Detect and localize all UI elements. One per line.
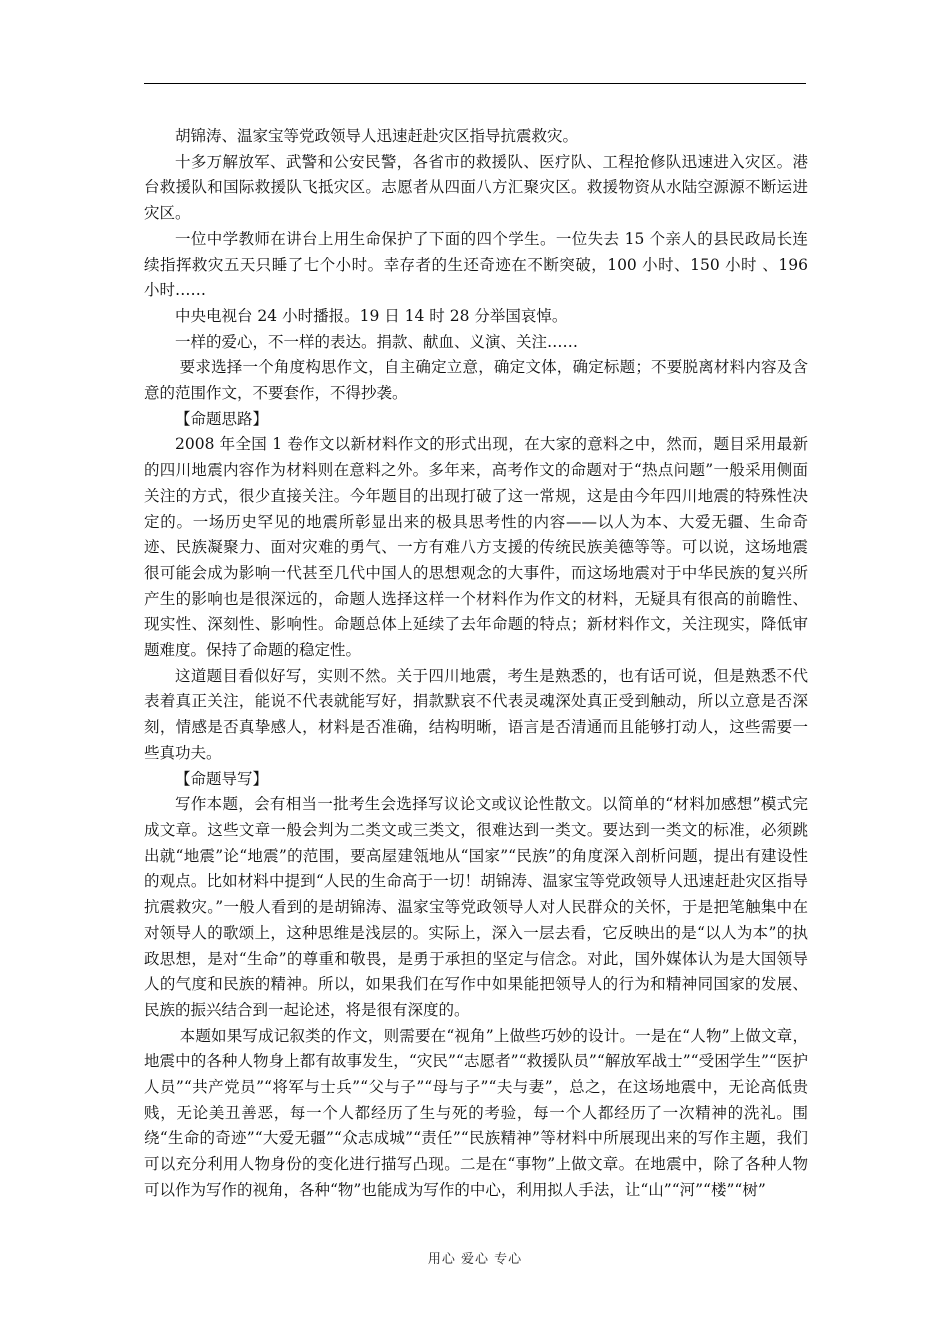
paragraph-idea-2: 这道题目看似好写，实则不然。关于四川地震，考生是熟悉的，也有话可说，但是熟悉不代表着真正关注，能说不代表就能写好，捐款默哀不代表灵魂深处真正受到触动，所以立意是否深刻，情感是否真挚感人，材料是否准确，结构明晰，语言是否清通而且能够打动人，这些需要一些真功夫。: [144, 666, 808, 762]
section-heading-guide: 【命题导写】: [175, 769, 269, 788]
paragraph-guide-1: 写作本题，会有相当一批考生会选择写议论文或议论性散文。以简单的“材料加感想”模式完成文章。这些文章一般会判为二类文或三类文，很难达到一类文。要达到一类文的标准，必须跳出就“地震”论“地震”的范围，要高屋建瓴地从“国家”“民族”的角度深入剖析问题，提出有建设性的观点。比如材料中提到“人民的生命高于一切！胡锦涛、温家宝等党政领导人迅速赶赴灾区指导抗震救灾。”一般人看到的是胡锦涛、温家宝等党政领导人对人民群众的关怀，于是把笔触集中在对领导人的歌颂上，这种思维是浅层的。实际上，深入一层去看，它反映出的是“以人为本”的执政思想，是对“生命”的尊重和敬畏，是勇于承担的坚定与信念。对此，国外媒体认为是大国领导人的气度和民族的精神。所以，如果我们在写作中如果能把领导人的行为和精神同国家的发展、民族的振兴结合到一起论述，将是很有深度的。: [144, 795, 808, 1019]
paragraph-teacher: 一位中学教师在讲台上用生命保护了下面的四个学生。一位失去 15 个亲人的县民政局长连续指挥救灾五天只睡了七个小时。幸存者的生还奇迹在不断突破，100 小时、150 小时 、196 小时……: [144, 229, 808, 300]
document-body: [144, 124, 808, 1204]
paragraph-cctv: 中央电视台 24 小时播报。19 日 14 时 28 分举国哀悼。: [175, 306, 568, 325]
paragraph-idea-1: 2008 年全国 1 卷作文以新材料作文的形式出现，在大家的意料之中，然而，题目采用最新的四川地震内容作为材料则在意料之外。多年来，高考作文的命题对于“热点问题”一般采用侧面关注的方式，很少直接关注。今年题目的出现打破了这一常规，这是由今年四川地震的特殊性决定的。一场历史罕见的地震所彰显出来的极具思考性的内容——以人为本、大爱无疆、生命奇迹、民族凝聚力、面对灾难的勇气、一方有难八方支援的传统民族美德等等。可以说，这场地震很可能会成为影响一代甚至几代中国人的思想观念的大事件，而这场地震对于中华民族的复兴所产生的影响也是很深远的，命题人选择这样一个材料作为作文的材料，无疑具有很高的前瞻性、现实性、深刻性、影响性。命题总体上延续了去年命题的特点；新材料作文，关注现实，降低审题难度。保持了命题的稳定性。: [144, 435, 808, 660]
page-footer: 用心 爱心 专心: [427, 1252, 523, 1267]
paragraph-requirements: 要求选择一个角度构思作文，自主确定立意，确定文体，确定标题；不要脱离材料内容及含意的范围作文，不要套作，不得抄袭。: [144, 358, 808, 403]
paragraph-guide-2: 本题如果写成记叙类的作文，则需要在“视角”上做些巧妙的设计。一是在“人物”上做文章，地震中的各种人物身上都有故事发生，“灾民”“志愿者”“救援队员”“解放军战士”“受困学生”“医护人员”“共产党员”“将军与士兵”“父与子”“母与子”“夫与妻”，总之，在这场地震中，无论高低贵贱，无论美丑善恶，每一个人都经历了生与死的考验，每一个人都经历了一次精神的洗礼。围绕“生命的奇迹”“大爱无疆”“众志成城”“责任”“民族精神”等材料中所展现出来的写作主题，我们可以充分利用人物身份的变化进行描写凸现。二是在“事物”上做文章。在地震中，除了各种人物可以作为写作的视角，各种“物”也能成为写作的中心，利用拟人手法，让“山”“河”“楼”“树”: [144, 1026, 808, 1199]
paragraph-rescue-teams: 十多万解放军、武警和公安民警，各省市的救援队、医疗队、工程抢修队迅速进入灾区。港台救援队和国际救援队飞抵灾区。志愿者从四面八方汇聚灾区。救援物资从水陆空源源不断运进灾区。: [144, 152, 808, 223]
paragraph-leaders: 胡锦涛、温家宝等党政领导人迅速赶赴灾区指导抗震救灾。: [175, 127, 579, 145]
section-heading-idea: 【命题思路】: [175, 409, 269, 428]
header-rule: [144, 83, 806, 84]
paragraph-love: 一样的爱心，不一样的表达。捐款、献血、义演、关注……: [175, 332, 579, 351]
